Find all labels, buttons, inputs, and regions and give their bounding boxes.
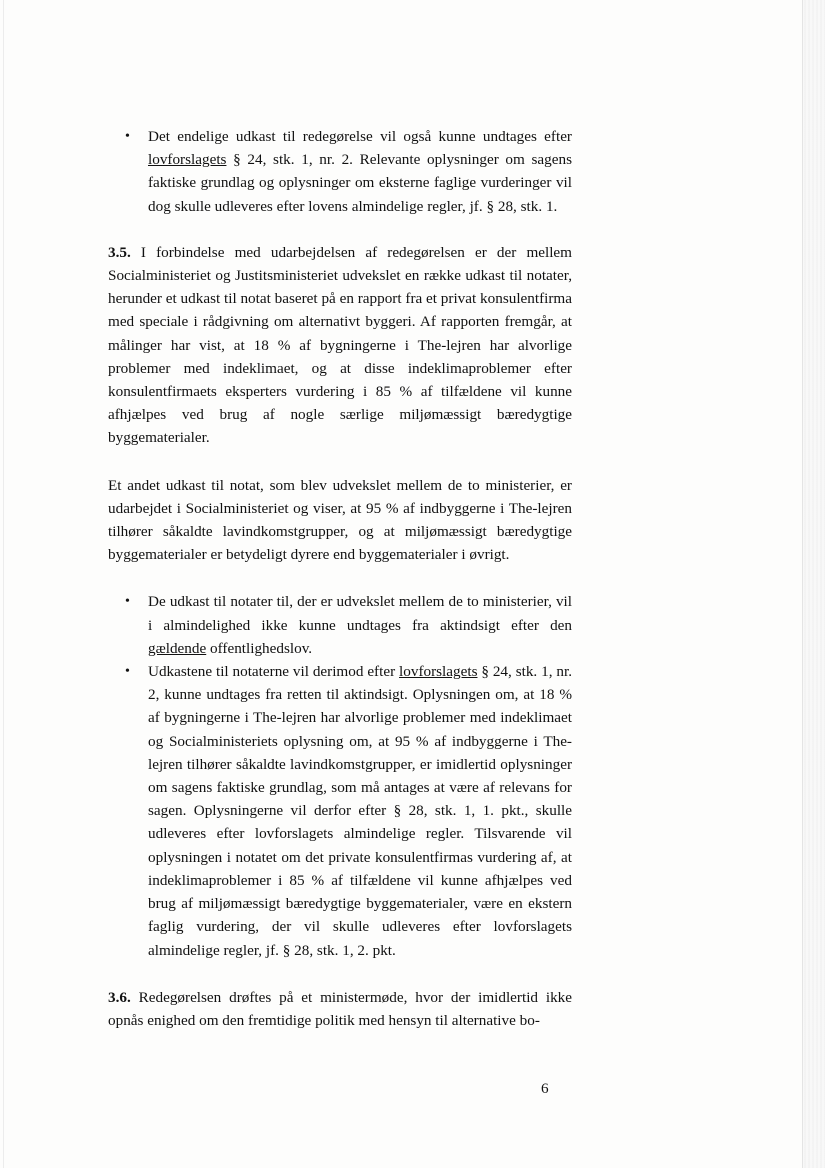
- scan-edge-line: [3, 0, 4, 1168]
- underlined-term: gældende: [148, 639, 207, 657]
- bullet-list-1: [108, 125, 572, 218]
- scan-edge-shadow: [802, 0, 825, 1168]
- section-number: 3.5.: [108, 243, 131, 261]
- section-number: 3.6.: [108, 988, 131, 1006]
- bullet-item: [108, 125, 572, 218]
- bullet-dot-icon: •: [125, 594, 130, 610]
- bullet-text: De udkast til notater til, der er udvekslet mellem de to ministerier, vil i almindelighed ikke kunne undtages fra aktindsigt efter den: [148, 593, 572, 634]
- bullet-dot-icon: •: [125, 129, 130, 144]
- underlined-term: lovforslagets: [148, 151, 227, 169]
- paragraph-text: I forbindelse med udarbejdelsen af redegørelsen er der mellem Socialministeriet og Justitsministeriet udvekslet en række udkast til notater, herunder et udkast til notat baseret på en rapport fra et privat konsulentfirma med speciale i rådgivning om alternativt byggeri. Af rapporten fremgår, at målinger har vist, at 18 % af bygningerne i The-lejren har alvorlige problemer med indeklimaet, og at disse indeklimaproblemer efter konsulentfirmaets eksperters vurdering i 85 % af tilfældene vil kunne afhjælpes ved brug af nogle særlige miljømæssigt bæredygtige byggematerialer.: [108, 243, 572, 447]
- bullet-text-rest: § 24, stk. 1, nr. 2, kunne undtages fra retten til aktindsigt. Oplysningen om, at 18 % af bygningerne i The-lejren har alvorlige problemer med indeklimaet og Socialministeriets oplysning om, at 95 % af indbyggerne i The-lejren tilhører såkaldte lavindkomstgrupper, er imidlertid oplysninger om sagens faktiske grundlag, som må antages at være af relevans for sagen. Oplysningerne vil derfor efter § 28, stk. 1, 1. pkt., skulle udleveres efter lovforslagets almindelige regler. Tilsvarende vil oplysningen i notatet om det private konsulentfirmas vurdering af, at indeklimaproblemer i 85 % af tilfældene vil kunne afhjælpes ved brug af miljømæssigt bæredygtige byggematerialer, være en ekstern faglig vurdering, der vil skulle udleveres efter lovforslagets almindelige regler, jf. § 28, stk. 1, 2. pkt.: [148, 663, 572, 959]
- bullet-dot-icon: •: [125, 664, 130, 680]
- paragraph-text: Redegørelsen drøftes på et ministermøde, hvor der imidlertid ikke opnås enighed om den fremtidige politik med hensyn til alternative bo-: [108, 988, 572, 1029]
- page-number: 6: [541, 1080, 549, 1097]
- bullet-list-2: [108, 590, 572, 961]
- bullet-text: Udkastene til notaterne vil derimod efter: [148, 663, 400, 681]
- paragraph-second-draft: Et andet udkast til notat, som blev udvekslet mellem de to ministerier, er udarbejdet i Socialministeriet og viser, at 95 % af indbyggerne i The-lejren tilhører såkaldte lavindkomstgrupper, og at miljømæssigt bæredygtige byggematerialer er betydeligt dyrere end byggematerialer i øvrigt.: [108, 476, 572, 564]
- bullet-item: [108, 590, 572, 660]
- document-body: [108, 125, 572, 1032]
- bullet-item: [108, 660, 572, 962]
- bullet-text-rest: § 24, stk. 1, nr. 2. Relevante oplysninger om sagens faktiske grundlag og oplysninger om eksterne faglige vurderinger vil dog skulle udleveres efter lovens almindelige regler, jf. § 28, stk. 1.: [148, 151, 572, 215]
- bullet-text: Det endelige udkast til redegørelse vil også kunne undtages efter: [148, 128, 572, 145]
- underlined-term: lovforslagets: [399, 663, 478, 681]
- paragraph-3-6: [108, 986, 572, 1032]
- paragraph-3-5: [108, 241, 572, 450]
- bullet-text-rest: offentlighedslov.: [206, 639, 313, 657]
